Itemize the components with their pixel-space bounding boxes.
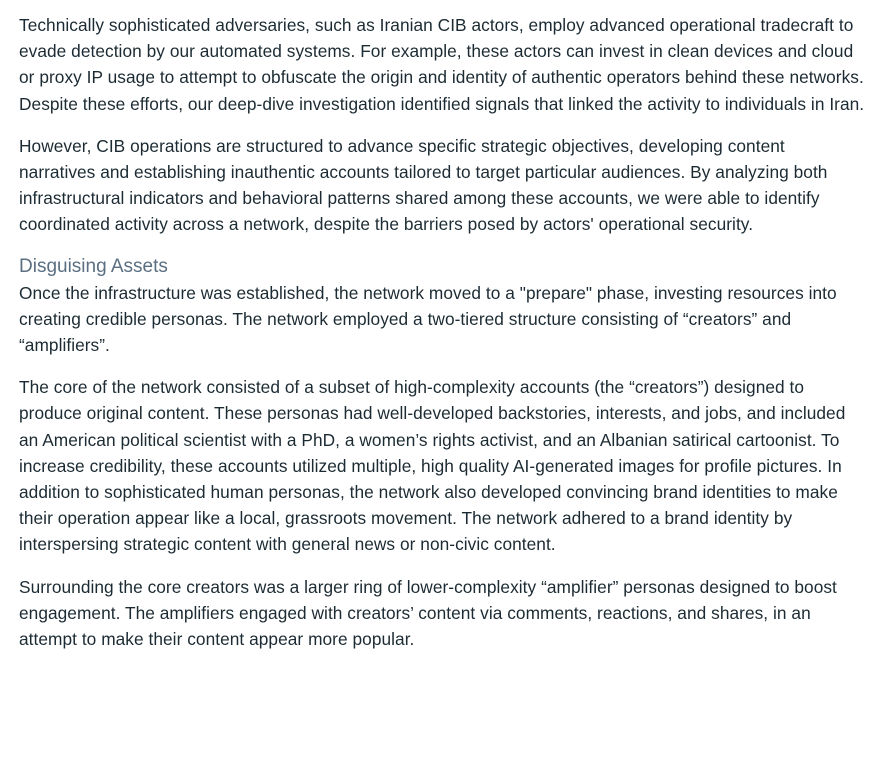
paragraph-adversary-tradecraft: Technically sophisticated adversaries, such as Iranian CIB actors, employ advanced operational tradecraft to evade detection by our automated systems. For example, these actors can invest in clean devices and cloud or proxy IP usage to attempt to obfuscate the origin and identity of authentic operators behind these networks. Despite these efforts, our deep-dive investigation identified signals that linked the activity to individuals in Iran. bbox=[19, 15, 865, 114]
paragraph-prepare-phase: Once the infrastructure was established, the network moved to a "prepare" phase, investing resources into creating credible personas. The network employed a two-tiered structure consisting of “creators” and “amplifiers”. bbox=[19, 282, 837, 356]
paragraph-cib-strategy: However, CIB operations are structured to advance specific strategic objectives, developing content narratives and establishing inauthentic accounts tailored to target particular audiences. By analyzing both infrastructural indicators and behavioral patterns shared among these accounts, we were able to identify coordinated activity across a network, despite the barriers posed by actors' operational security. bbox=[19, 135, 828, 235]
section-heading-disguising-assets: Disguising Assets bbox=[19, 255, 168, 277]
paragraph-creators: The core of the network consisted of a subset of high-complexity accounts (the “creators”) designed to produce original content. These personas had well-developed backstories, interests, and jobs, and included an American political scientist with a PhD, a women’s rights activist, and an Albanian satirical cartoonist. To increase credibility, these accounts utilized multiple, high quality AI-generated images for profile pictures. In addition to sophisticated human personas, the network also developed convincing brand identities to make their operation appear like a local, grassroots movement. The network adhered to a brand identity by interspersing strategic content with general news or non-civic content. bbox=[19, 377, 846, 555]
paragraph-amplifiers: Surrounding the core creators was a larger ring of lower-complexity “amplifier” personas designed to boost engagement. The amplifiers engaged with creators’ content via comments, reactions, and shares, in an attempt to make their content appear more popular. bbox=[19, 576, 837, 650]
